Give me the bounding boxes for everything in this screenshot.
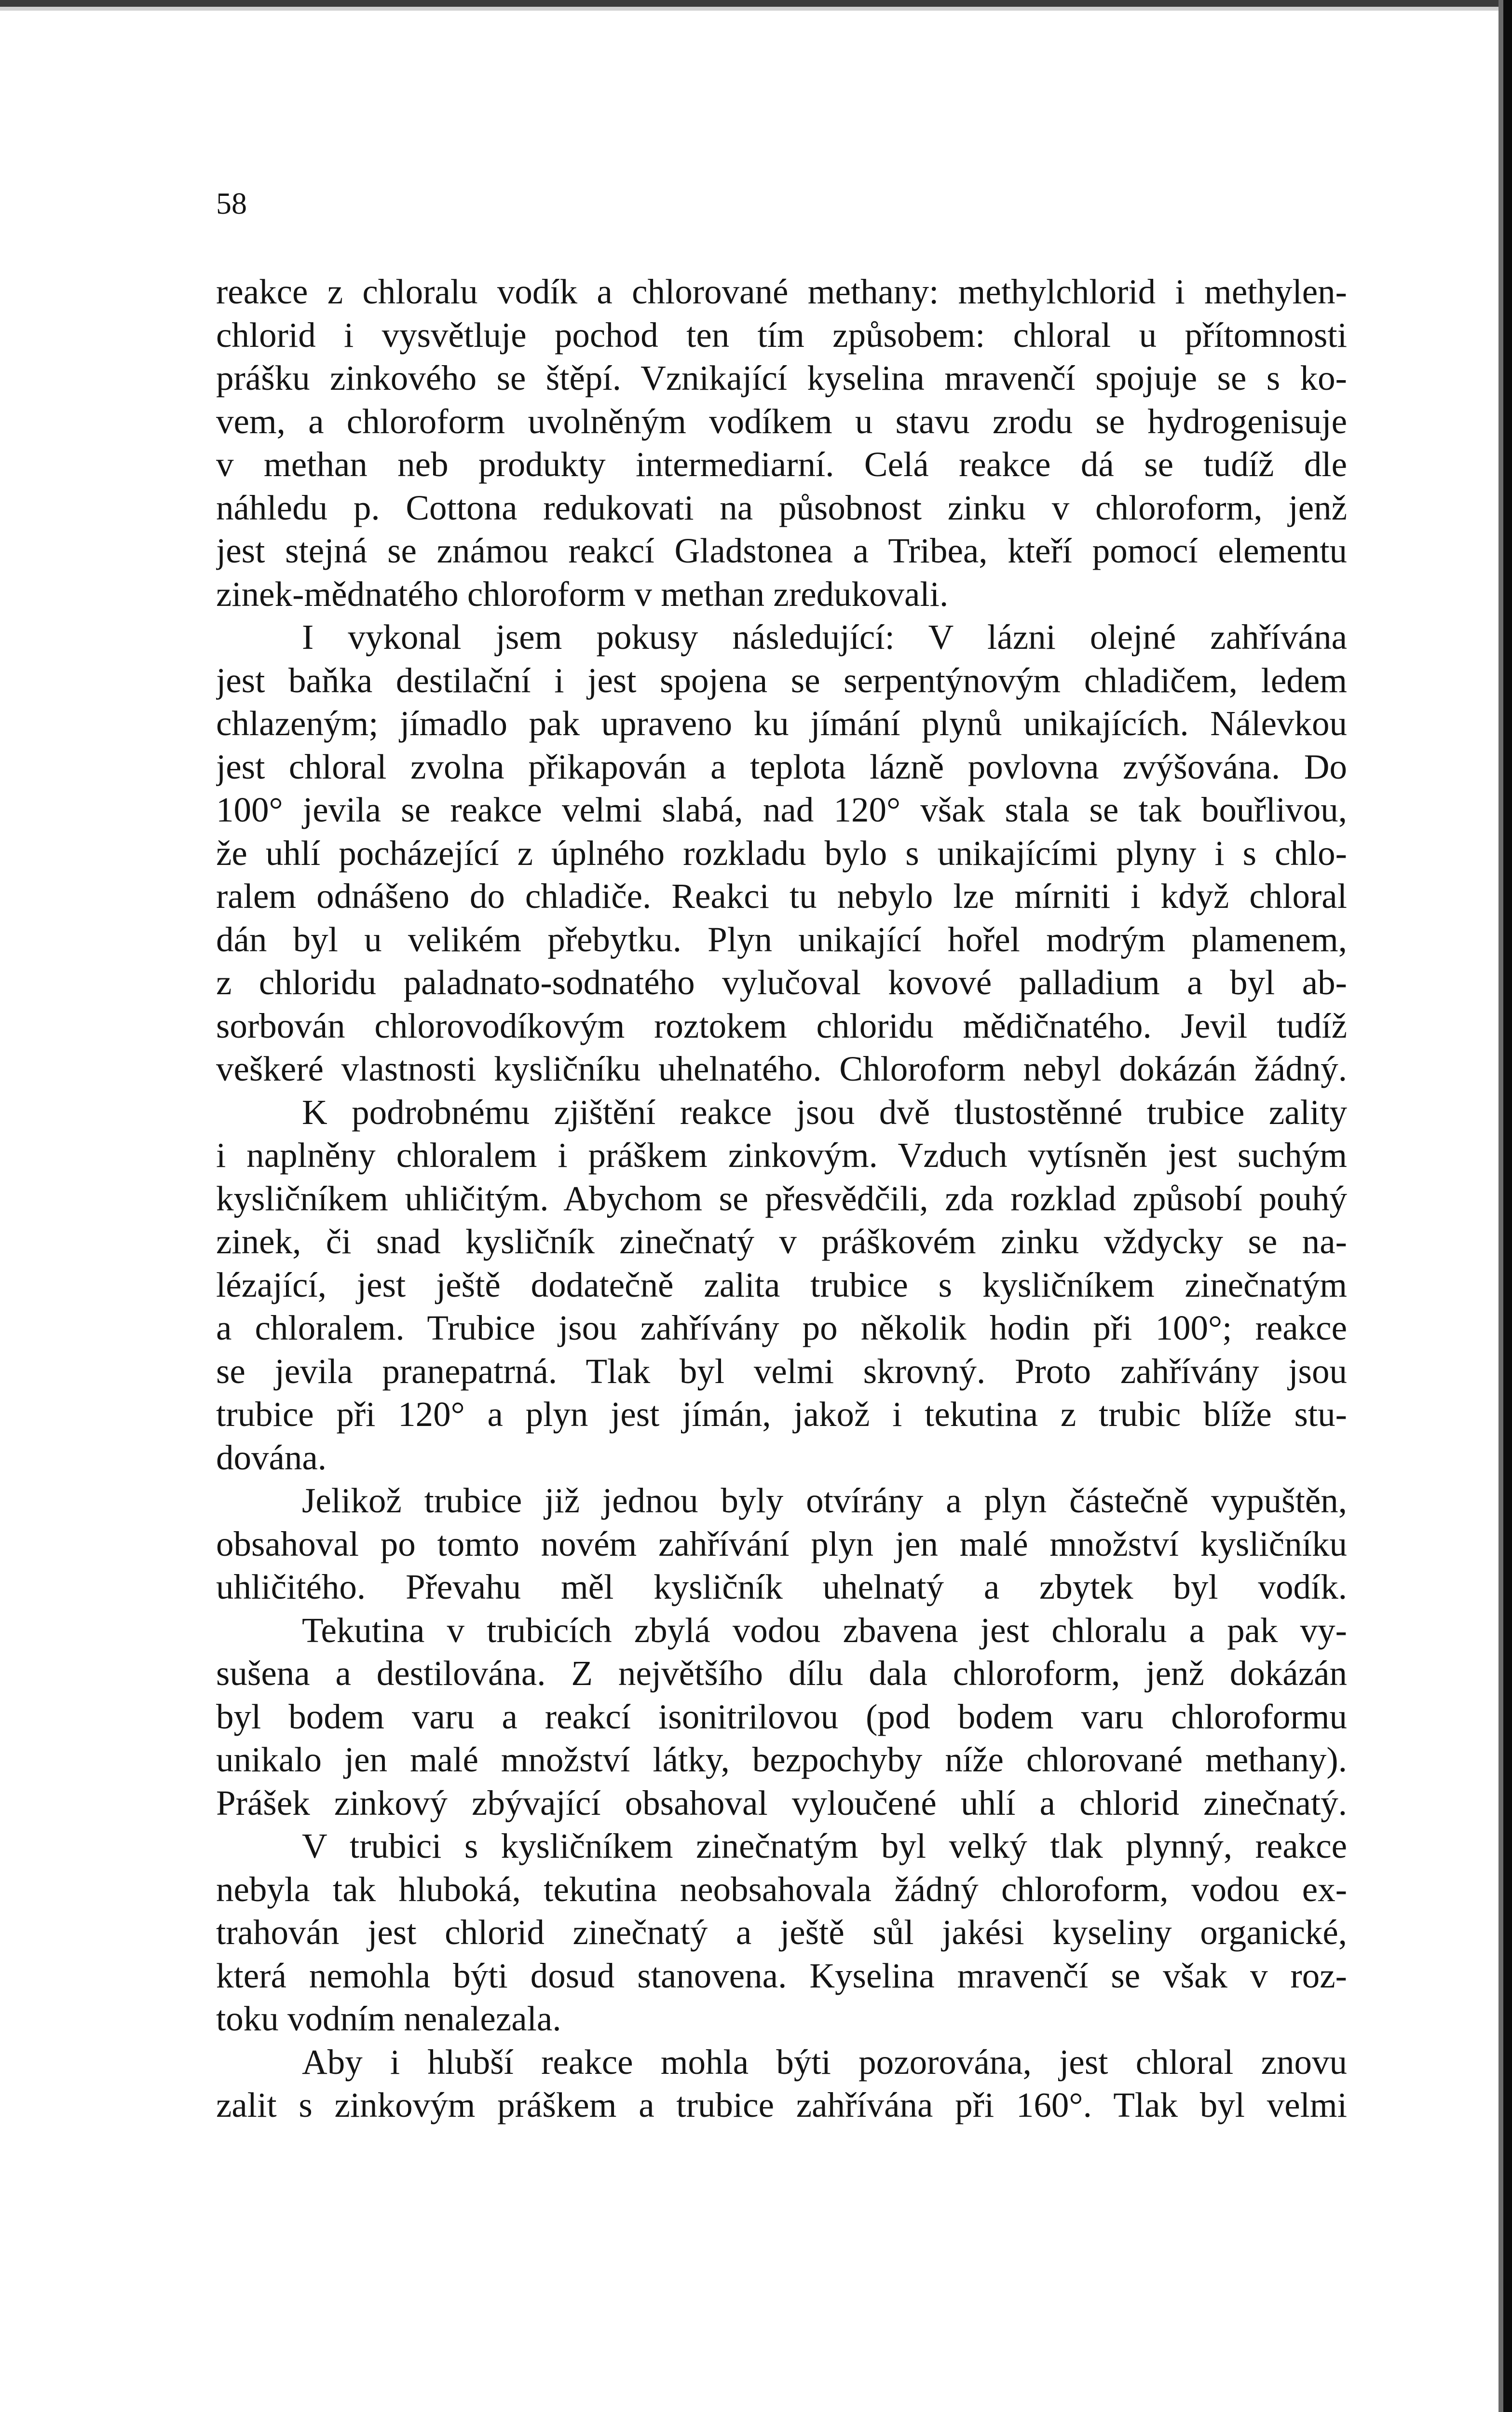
text-line: a chloralem. Trubice jsou zahřívány po několik hodin při 100°; reakce: [216, 1308, 1347, 1347]
text-line: z chloridu paladnato-sodnatého vylučoval kovové palladium a byl ab-: [216, 963, 1347, 1002]
text-line: Tekutina v trubicích zbylá vodou zbavena jest chloralu a pak vy-: [302, 1610, 1347, 1650]
scan-right-edge: [1503, 0, 1512, 2412]
text-line: 100° jevila se reakce velmi slabá, nad 120° však stala se tak bouřlivou,: [216, 790, 1347, 829]
text-line: reakce z chloralu vodík a chlorované methany: methylchlorid i methylen-: [216, 272, 1347, 311]
text-line: K podrobnému zjištění reakce jsou dvě tlustostěnné trubice zality: [302, 1092, 1347, 1132]
text-line: zinek-mědnatého chloroform v methan zredukovali.: [216, 574, 949, 614]
text-line: i naplněny chloralem i práškem zinkovým. Vzduch vytísněn jest suchým: [216, 1136, 1347, 1175]
text-line: která nemohla býti dosud stanovena. Kyselina mravenčí se však v roz-: [216, 1956, 1347, 1995]
text-line: byl bodem varu a reakcí isonitrilovou (pod bodem varu chloroformu: [216, 1697, 1347, 1736]
text-line: unikalo jen malé množství látky, bezpochyby níže chlorované methany).: [216, 1740, 1347, 1779]
text-line: uhličitého. Převahu měl kysličník uhelnatý a zbytek byl vodík.: [216, 1567, 1347, 1606]
body-text: [216, 270, 1347, 2127]
text-line: zinek, či snad kysličník zinečnatý v práškovém zinku vždycky se na-: [216, 1222, 1347, 1261]
text-line: trubice při 120° a plyn jest jímán, jakož i tekutina z trubic blíže stu-: [216, 1395, 1347, 1434]
scan-right-shadow: [1498, 0, 1503, 2412]
text-line: kysličníkem uhličitým. Abychom se přesvědčili, zda rozklad způsobí pouhý: [216, 1179, 1347, 1218]
text-line: že uhlí pocházející z úplného rozkladu bylo s unikajícími plyny i s chlo-: [216, 833, 1347, 873]
text-line: toku vodním nenalezala.: [216, 1999, 561, 2038]
text-line: Aby i hlubší reakce mohla býti pozorována, jest chloral znovu: [302, 2042, 1347, 2082]
text-line: prášku zinkového se štěpí. Vznikající kyselina mravenčí spojuje se s ko-: [216, 358, 1347, 397]
text-line: zalit s zinkovým práškem a trubice zahřívána při 160°. Tlak byl velmi: [216, 2085, 1347, 2124]
text-line: se jevila pranepatrná. Tlak byl velmi skrovný. Proto zahřívány jsou: [216, 1351, 1347, 1391]
text-line: sušena a destilována. Z největšího dílu dala chloroform, jenž dokázán: [216, 1654, 1347, 1693]
text-line: lézající, jest ještě dodatečně zalita trubice s kysličníkem zinečnatým: [216, 1265, 1347, 1304]
text-line: vem, a chloroform uvolněným vodíkem u stavu zrodu se hydrogenisuje: [216, 401, 1347, 441]
text-line: sorbován chlorovodíkovým roztokem chloridu mědičnatého. Jevil tudíž: [216, 1006, 1347, 1045]
text-line: I vykonal jsem pokusy následující: V lázni olejné zahřívána: [302, 617, 1347, 657]
text-line: Jelikož trubice již jednou byly otvírány a plyn částečně vypuštěn,: [302, 1481, 1347, 1520]
scan-top-shadow: [0, 7, 1512, 11]
text-line: obsahoval po tomto novém zahřívání plyn jen malé množství kysličníku: [216, 1524, 1347, 1563]
text-line: jest baňka destilační i jest spojena se serpentýnovým chladičem, ledem: [216, 660, 1347, 700]
text-line: veškeré vlastnosti kysličníku uhelnatého. Chloroform nebyl dokázán žádný.: [216, 1049, 1347, 1088]
text-line: V trubici s kysličníkem zinečnatým byl velký tlak plynný, reakce: [302, 1826, 1347, 1865]
text-line: jest chloral zvolna přikapován a teplota lázně povlovna zvýšována. Do: [216, 747, 1347, 786]
text-line: dována.: [216, 1438, 327, 1477]
text-line: dán byl u velikém přebytku. Plyn unikající hořel modrým plamenem,: [216, 919, 1347, 959]
text-line: chlazeným; jímadlo pak upraveno ku jímání plynů unikajících. Nálevkou: [216, 704, 1347, 743]
text-line: ralem odnášeno do chladiče. Reakci tu nebylo lze mírniti i když chloral: [216, 877, 1347, 916]
text-line: trahován jest chlorid zinečnatý a ještě sůl jakési kyseliny organické,: [216, 1913, 1347, 1952]
text-line: Prášek zinkový zbývající obsahoval vyloučené uhlí a chlorid zinečnatý.: [216, 1783, 1347, 1823]
page-number: 58: [216, 186, 247, 220]
text-line: nebyla tak hluboká, tekutina neobsahovala žádný chloroform, vodou ex-: [216, 1869, 1347, 1909]
text-line: náhledu p. Cottona redukovati na působnost zinku v chloroform, jenž: [216, 488, 1347, 527]
text-line: jest stejná se známou reakcí Gladstonea a Tribea, kteří pomocí elementu: [216, 531, 1347, 570]
scan-top-edge: [0, 0, 1512, 7]
text-line: chlorid i vysvětluje pochod ten tím způsobem: chloral u přítomnosti: [216, 315, 1347, 355]
text-line: v methan neb produkty intermediarní. Celá reakce dá se tudíž dle: [216, 445, 1347, 484]
